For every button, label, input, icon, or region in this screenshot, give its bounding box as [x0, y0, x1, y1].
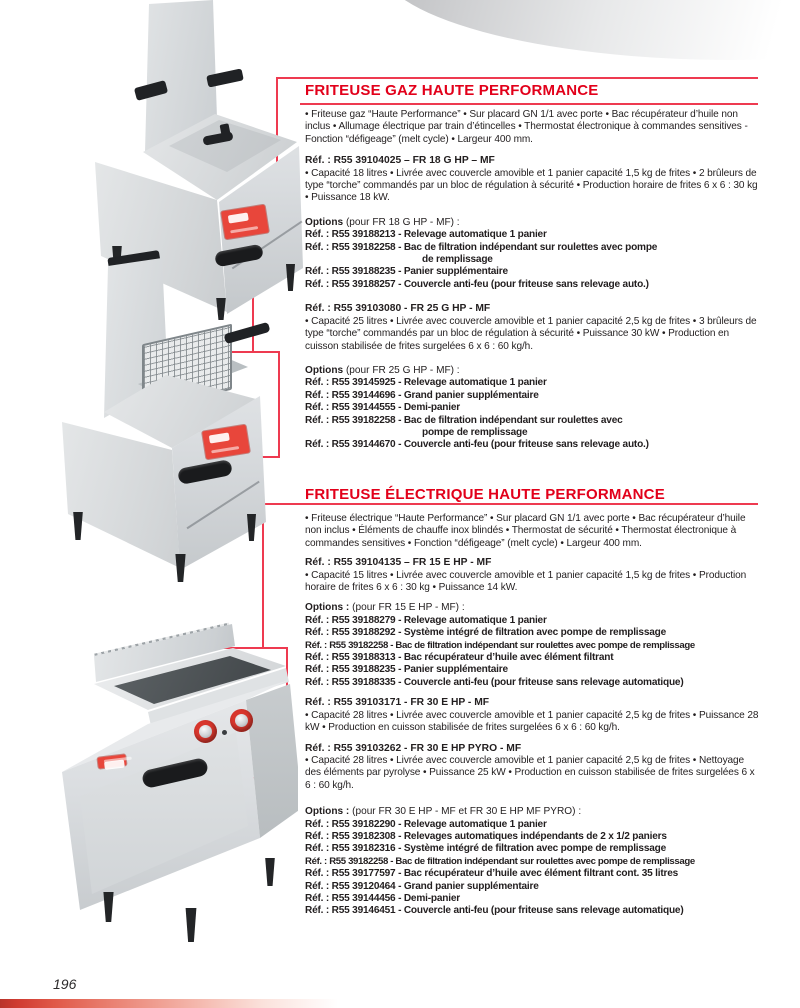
option-line: Réf. : R55 39177597 - Bac récupérateur d’huile avec élément filtrant cont. 35 litres: [305, 868, 679, 880]
product-specs: • Capacité 25 litres • Livrée avec couvercle amovible et 1 panier capacité 2,5 kg de frites • 3 brûleurs de type “torche” commandés par un bloc de régulation à sécurité • Puissance 30 kW • Production en cuisson stabilisée de frites surgelées 6 x 6 : 60 kg/h.: [305, 315, 757, 352]
options-group: [305, 602, 761, 689]
option-line: Réf. : R55 39144456 - Demi-panier: [305, 892, 460, 904]
control-knob: [230, 709, 253, 732]
option-line: Réf. : R55 39182258 - Bac de filtration indépendant sur roulettes avec pompe: [305, 241, 658, 253]
product-ref: Réf. : R55 39103080 - FR 25 G HP - MF: [305, 303, 491, 315]
section-gas-fryer: [305, 82, 761, 452]
option-line: Réf. : R55 39188335 - Couvercle anti-feu (pour friteuse sans relevage automatique): [305, 676, 684, 688]
foot: [182, 908, 200, 942]
options-group: [305, 217, 761, 291]
product-ref: Réf. : R55 39104135 – FR 15 E HP - MF: [305, 557, 492, 569]
option-line-continuation: de remplissage: [422, 254, 493, 266]
product-specs: • Capacité 28 litres • Livrée avec couvercle amovible et 1 panier capacité 2,5 kg de frites • Nettoyage des éléments par pyrolyse • Puissance 25 kW • Production en cuisson stabilisée de frites surgelées 6 x 6 : 60 kg/h.: [305, 754, 755, 791]
option-line: Réf. : R55 39144696 - Grand panier supplémentaire: [305, 389, 539, 401]
options-heading: Options : (pour FR 30 E HP - MF et FR 30 E HP MF PYRO) :: [305, 806, 582, 818]
brand-badge: [97, 754, 126, 768]
product-ref: Réf. : R55 39103171 - FR 30 E HP - MF: [305, 697, 490, 709]
option-line: Réf. : R55 39188292 - Système intégré de filtration avec pompe de remplissage: [305, 627, 667, 639]
section1-top-rule: [276, 77, 758, 79]
option-line: Réf. : R55 39182258 - Bac de filtration indépendant sur roulettes avec: [305, 414, 623, 426]
footer-gradient-bar: [0, 999, 338, 1008]
option-line: Réf. : R55 39182316 - Système intégré de filtration avec pompe de remplissage: [305, 843, 667, 855]
control-knob: [194, 720, 217, 743]
option-line: Réf. : R55 39188257 - Couvercle anti-feu (pour friteuse sans relevage auto.): [305, 278, 649, 290]
option-line: Réf. : R55 39182258 - Bac de filtration indépendant sur roulettes avec pompe de remplissage: [305, 855, 695, 867]
option-line-continuation: pompe de remplissage: [422, 426, 528, 438]
gas-fryer-photo-fr25: [50, 252, 282, 584]
section-electric-fryer: [305, 486, 761, 918]
option-line: Réf. : R55 39188235 - Panier supplémentaire: [305, 664, 508, 676]
product-ref: Réf. : R55 39104025 – FR 18 G HP – MF: [305, 155, 495, 167]
section-title: FRITEUSE ÉLECTRIQUE HAUTE PERFORMANCE: [305, 486, 665, 503]
corner-swoosh-decoration: [378, 0, 800, 60]
option-line: Réf. : R55 39145925 - Relevage automatique 1 panier: [305, 377, 547, 389]
option-line: Réf. : R55 39182258 - Bac de filtration indépendant sur roulettes avec pompe de remplissage: [305, 639, 695, 651]
option-line: Réf. : R55 39188235 - Panier supplémentaire: [305, 266, 508, 278]
option-line: Réf. : R55 39188313 - Bac récupérateur d’huile avec élément filtrant: [305, 652, 614, 664]
option-line: Réf. : R55 39146451 - Couvercle anti-feu (pour friteuse sans relevage automatique): [305, 905, 684, 917]
page-number: 196: [53, 976, 77, 992]
option-line: Réf. : R55 39144670 - Couvercle anti-feu (pour friteuse sans relevage auto.): [305, 439, 649, 451]
electric-fryer-photo-fr30: [50, 608, 298, 944]
options-group: [305, 365, 761, 452]
screw-dot: [222, 730, 227, 735]
option-line: Réf. : R55 39182290 - Relevage automatique 1 panier: [305, 818, 547, 830]
product-intro: • Friteuse électrique “Haute Performance” • Sur placard GN 1/1 avec porte • Bac récupérateur d’huile non inclus • Éléments de chauffe inox blindés • Thermostat de sécurité • Thermostat électronique à commandes sensitives • Fonction “défigeage” (melt cycle) • Largeur 400 mm.: [305, 513, 746, 549]
foot: [262, 858, 278, 886]
product-intro: • Friteuse gaz “Haute Performance” • Sur placard GN 1/1 avec porte • Bac récupérateur d’huile non inclus • Allumage électrique par train d’étincelles • Thermostat électronique à commandes sensitives - Fonction “défigeage” (melt cycle) • Largeur 400 mm.: [305, 109, 748, 145]
section-title: FRITEUSE GAZ HAUTE PERFORMANCE: [305, 82, 599, 99]
option-line: Réf. : R55 39120464 - Grand panier supplémentaire: [305, 880, 539, 892]
option-line: Réf. : R55 39188213 - Relevage automatique 1 panier: [305, 229, 547, 241]
options-heading: Options : (pour FR 15 E HP - MF) :: [305, 602, 465, 614]
product-specs: • Capacité 18 litres • Livrée avec couvercle amovible et 1 panier capacité 1,5 kg de frites • 2 brûleurs de type “torche” commandés par un bloc de régulation à sécurité • Production horaire de frites 6 x 6 : 30 kg • Puissance 18 kW.: [305, 167, 758, 204]
options-heading: Options (pour FR 25 G HP - MF) :: [305, 364, 460, 376]
options-heading: Options (pour FR 18 G HP - MF) :: [305, 216, 460, 228]
product-specs: • Capacité 15 litres • Livrée avec couvercle amovible et 1 panier capacité 1,5 kg de frites • Production horaire de frites 6 x 6 : 30 kg • Puissance 14 kW.: [305, 569, 747, 594]
product-specs: • Capacité 28 litres • Livrée avec couvercle amovible et 1 panier capacité 2,5 kg de frites • Puissance 28 kW • Production en cuisson stabilisée de frites surgelées 6 x 6 : 60 kg/h.: [305, 709, 759, 734]
option-line: Réf. : R55 39182308 - Relevages automatiques indépendants de 2 x 1/2 paniers: [305, 830, 667, 842]
options-group: [305, 806, 761, 918]
product-ref: Réf. : R55 39103262 - FR 30 E HP PYRO - MF: [305, 742, 522, 754]
option-line: Réf. : R55 39188279 - Relevage automatique 1 panier: [305, 614, 547, 626]
option-line: Réf. : R55 39144555 - Demi-panier: [305, 402, 460, 414]
